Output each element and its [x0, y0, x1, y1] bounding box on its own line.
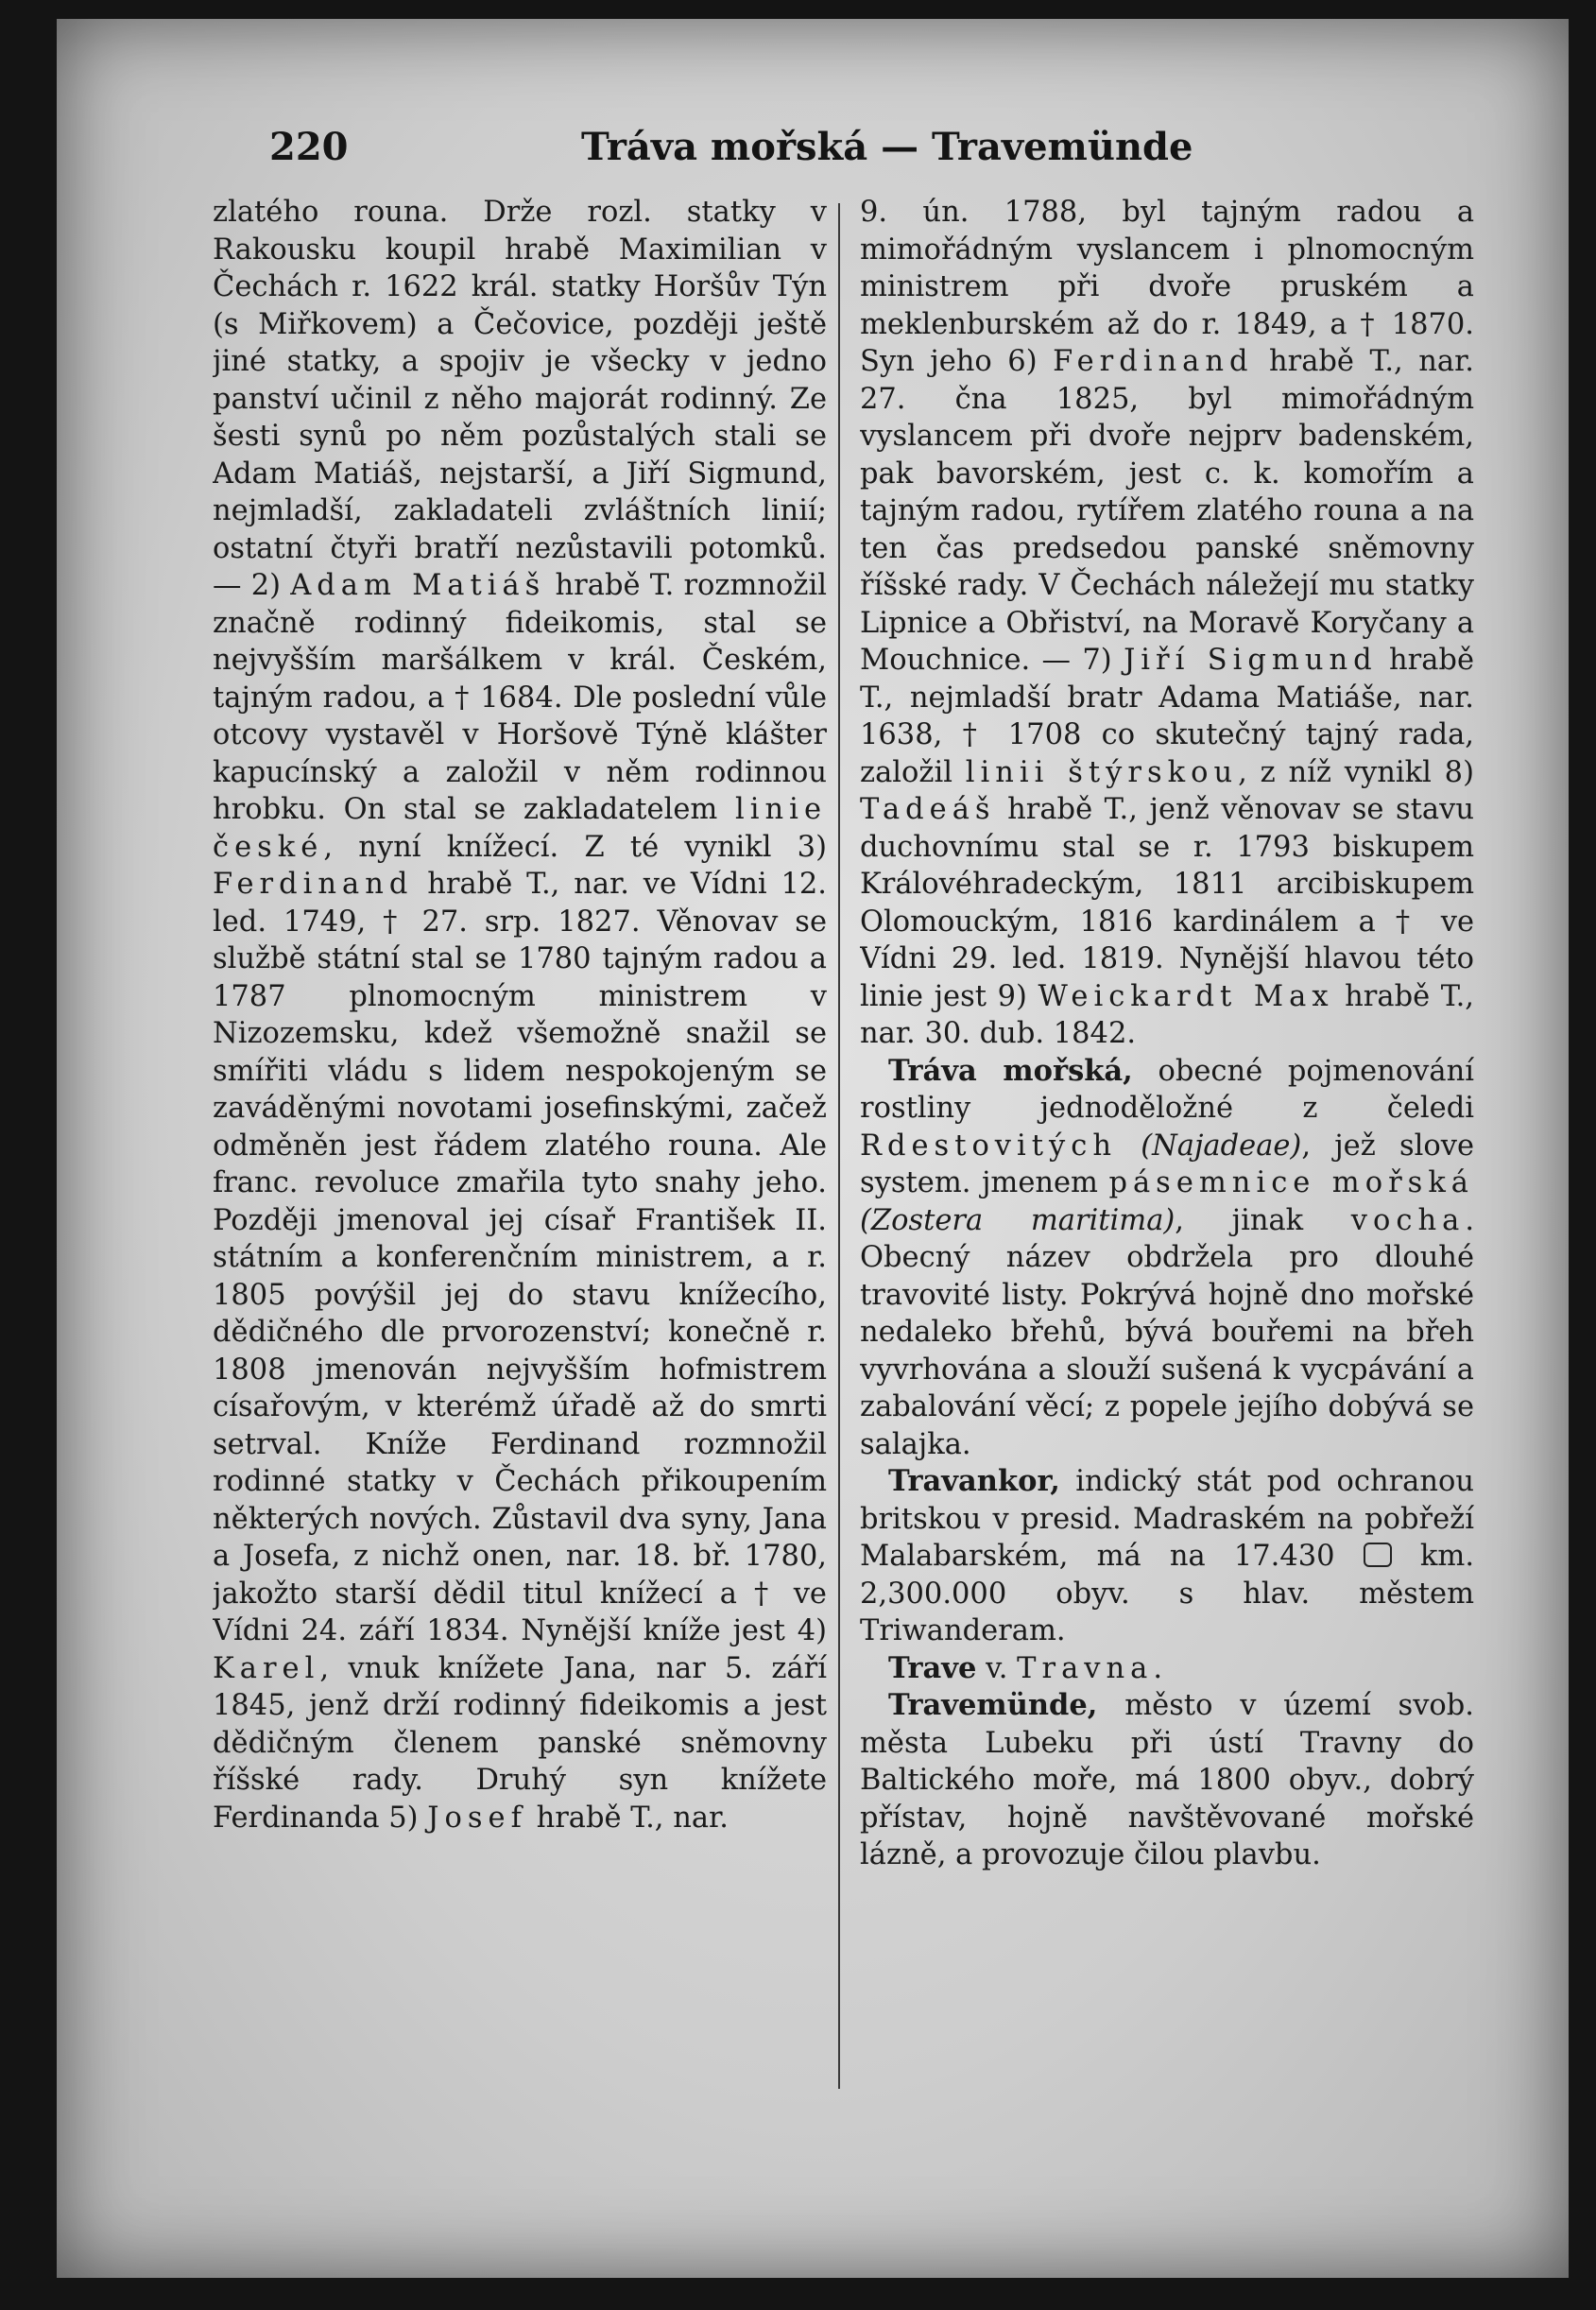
entry-continuation: zlatého rouna. Drže rozl. statky v Rakousku koupil hrabě Maximilian v Čechách r. 1622 král. statky Horšův Týn (s Miřkovem) a Čečovice, později ještě jiné statky, a spojiv je všecky v jedno panství učinil z něho majorát rodinný. Ze šesti synů po něm pozůstalých stali se Adam Matiáš, nejstarší, a Jiří Sigmund, nejmladší, zakladateli zvláštních linií; ostatní čtyři bratří nezůstavili potomků. — 2) Adam Matiáš hrabě T. rozmnožil značně rodinný fideikomis, stal se nejvyšším maršálkem v král. Českém, tajným radou, a † 1684. Dle poslední vůle otcovy vystavěl v Horšově Týně klášter kapucínský a založil v něm rodinnou hrobku. On stal se zakladatelem linie české, nyní knížecí. Z té vynikl 3) Ferdinand hrabě T., nar. ve Vídni 12. led. 1749, † 27. srp. 1827. Věnovav se službě státní stal se 1780 tajným radou a 1787 plnomocným ministrem v Nizozemsku, kdež všemožně snažil se smířiti vládu s lidem nespokojeným se zaváděnými novotami josefinskými, začež odměněn jest řádem zlatého rouna. Ale franc. revoluce zmařila tyto snahy jeho. Později jmenoval jej císař František II. státním a konferenčním ministrem, a r. 1805 povýšil jej do stavu knížecího, dědičného dle prvorozenství; konečně r. 1808 jmenován nejvyšším hofmistrem císařovým, v kterémž úřadě až do smrti setrval. Kníže Ferdinand rozmnožil rodinné statky v Čechách přikoupením některých nových. Zůstavil dva syny, Jana a Josefa, z nichž onen, nar. 18. bř. 1780, jakožto starší dědil titul knížecí a † ve Vídni 24. září 1834. Nynější kníže jest 4) Karel, vnuk knížete Jana, nar 5. září 1845, jenž drží rodinný fideikomis a jest dědičným členem panské sněmovny říšské rady. Druhý syn knížete Ferdinanda 5) Josef hrabě T., nar.: [213, 196, 827, 1835]
headword-trava-morska: Tráva mořská,: [888, 1053, 1133, 1088]
headword-travankor: Travankor,: [888, 1464, 1060, 1498]
page-header: [269, 125, 1214, 181]
headword-trave: Trave: [888, 1650, 977, 1685]
column-divider: [838, 203, 840, 2089]
page-number: 220: [269, 125, 349, 169]
name-ferdinand: Ferdinand: [213, 868, 414, 901]
entry-travemunde: Travemünde, město v území svob. města Lubeku při ústí Travny do Baltického moře, má 1800 obyv., dobrý přístav, hojně navštěvované mořské lázně, a provozuje čilou plavbu.: [860, 1688, 1474, 1871]
name-karel: Karel: [213, 1651, 320, 1685]
name-tadeas: Tadeáš: [860, 793, 996, 826]
square-symbol-icon: [1364, 1543, 1392, 1567]
term-linie-ceske: linie české: [213, 793, 827, 864]
term-linii-styrskou: linii štýrskou: [965, 755, 1239, 789]
entry-travankor: Travankor, indický stát pod ochranou britskou v presid. Madraském na pobřeží Malabarském, má na 17.430 km. 2,300.000 obyv. s hlav. městem Triwanderam.: [860, 1464, 1474, 1647]
entry-trava-morska: Tráva mořská, obecné pojmenování rostliny jednoděložné z čeledi Rdestovitých (Najadeae), jež slove system. jmenem pásemnice mořská (Zostera maritima), jinak vocha. Obecný název obdržela pro dlouhé travovité listy. Pokrývá hojně dno mořské nedaleko břehů, bývá bouřemi na břeh vyvrhována a slouží sušená k vycpávání a zabalování věcí; z popele jejího dobývá se salajka.: [860, 1053, 1474, 1461]
entry-trave: Trave v. Travna.: [888, 1650, 1163, 1685]
right-column: [860, 194, 1474, 2094]
name-ferdinand-2: Ferdinand: [1053, 345, 1254, 378]
name-jiri-sigmund: Jiří Sigmund: [1124, 644, 1378, 677]
name-josef: Josef: [427, 1801, 527, 1835]
name-adam-matias: Adam Matiáš: [290, 569, 546, 602]
name-weickardt-max: Weickardt Max: [1038, 979, 1334, 1013]
headword-travemunde: Travemünde,: [888, 1688, 1098, 1722]
entry-continuation-right: 9. ún. 1788, byl tajným radou a mimořádným vyslancem i plnomocným ministrem při dvoře pruském a meklenburském až do r. 1849, a † 1870. Syn jeho 6) Ferdinand hrabě T., nar. 27. čna 1825, byl mimořádným vyslancem při dvoře nejprv badenském, pak bavorském, jest c. k. komořím a tajným radou, rytířem zlatého rouna a na ten čas predsedou panské sněmovny říšské rady. V Čechách náležejí mu statky Lipnice a Obřiství, na Moravě Koryčany a Mouchnice. — 7) Jiří Sigmund hrabě T., nejmladší bratr Adama Matiáše, nar. 1638, † 1708 co skutečný tajný rada, založil linii štýrskou, z níž vynikl 8) Tadeáš hrabě T., jenž věnovav se stavu duchovnímu stal se r. 1793 biskupem Královéhradeckým, 1811 arcibiskupem Olomouckým, 1816 kardinálem a † ve Vídni 29. led. 1819. Nynější hlavou této linie jest 9) Weickardt Max hrabě T., nar. 30. dub. 1842.: [860, 196, 1474, 1050]
left-column: [213, 194, 827, 2094]
running-head: Tráva mořská — Travemünde: [581, 125, 1193, 169]
